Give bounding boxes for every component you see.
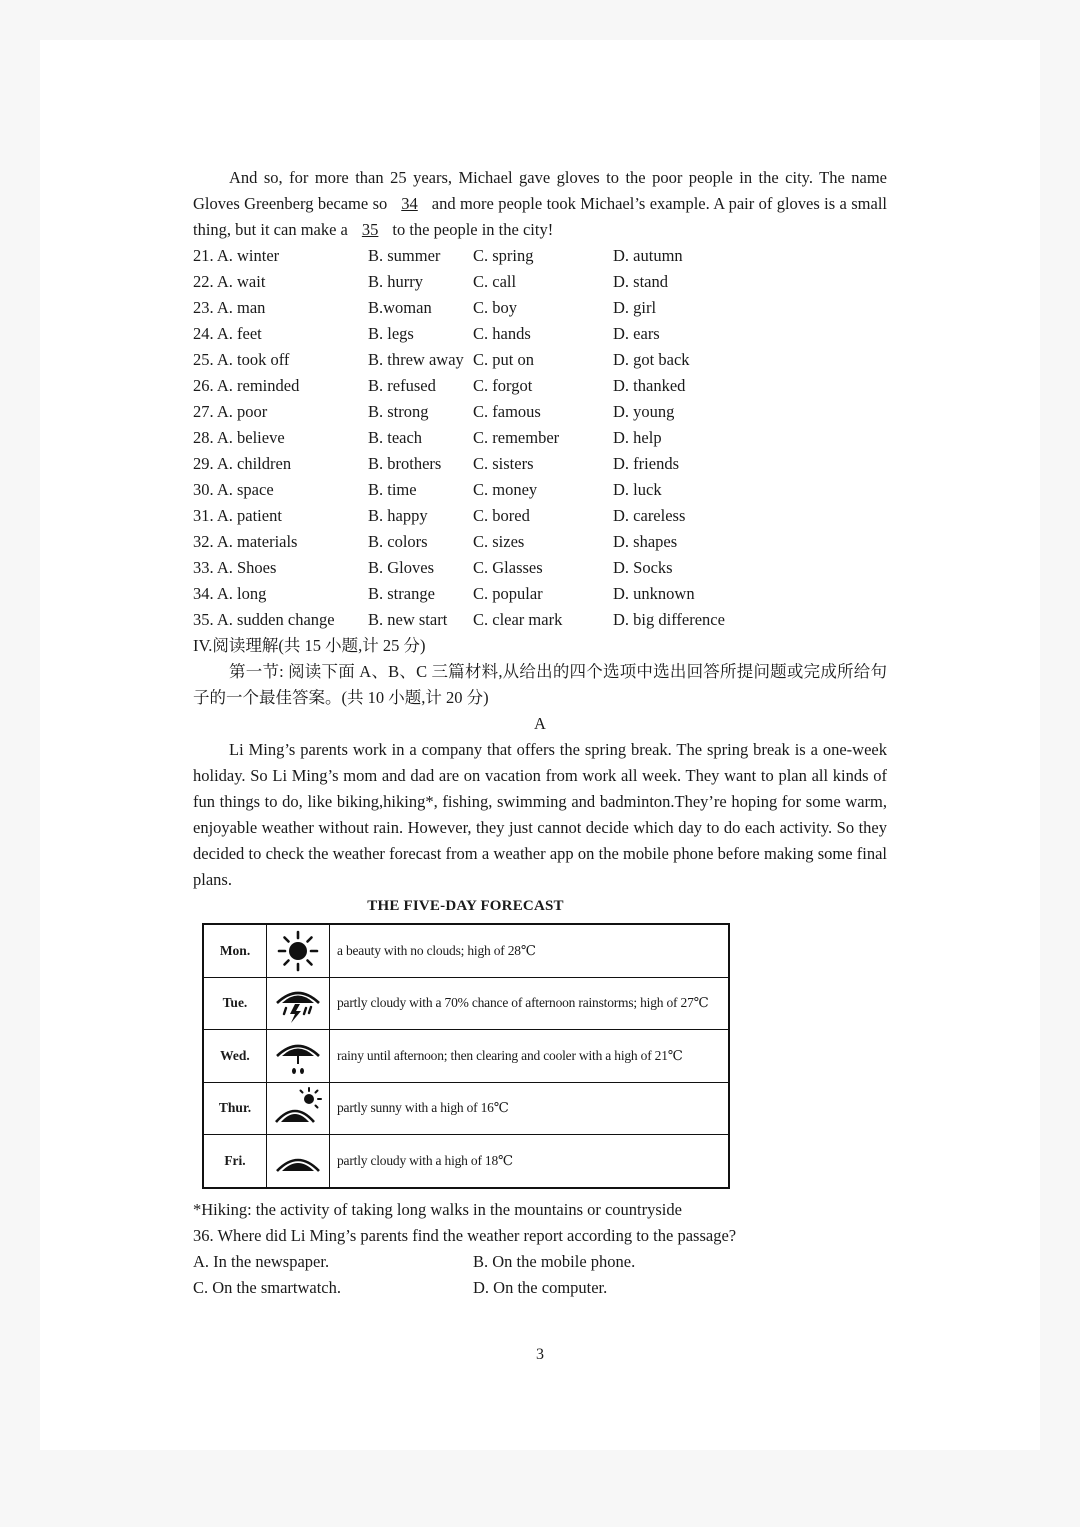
option-b: B. teach [368, 428, 423, 447]
option-a: 26. A. reminded [193, 376, 300, 395]
option-c: C. money [473, 480, 538, 499]
page-number: 3 [536, 1346, 544, 1363]
passage-text: and more people took Michael’s example. A pair of gloves is a small thing, but it can make a [193, 194, 887, 239]
question-row [193, 295, 887, 321]
option-c: C. boy [473, 298, 518, 317]
option-c: C. hands [473, 324, 531, 343]
option-d: D. shapes [613, 532, 678, 551]
question-row [193, 347, 887, 373]
option-a: 31. A. patient [193, 506, 282, 525]
forecast-description: partly cloudy with a 70% chance of afternoon rainstorms; high of 27℃ [330, 977, 730, 1030]
forecast-row [203, 977, 729, 1030]
option-c: C. famous [473, 402, 541, 421]
question-36-options-row [193, 1275, 887, 1301]
question-row [193, 555, 887, 581]
question-row [193, 451, 887, 477]
blank-34: 34 [401, 194, 418, 213]
option-d: D. big difference [613, 610, 725, 629]
passage-text: And so, for more than 25 years, Michael gave gloves to the poor people in the city. The name Gloves Greenberg became so [193, 168, 887, 213]
option-c: C. spring [473, 246, 534, 265]
option-c: C. remember [473, 428, 560, 447]
cloze-question-list [193, 243, 887, 633]
rain-icon [267, 1030, 330, 1083]
question-row [193, 269, 887, 295]
option-c: C. forgot [473, 376, 533, 395]
option-d: D. got back [613, 350, 690, 369]
forecast-title: THE FIVE-DAY FORECAST [367, 898, 564, 914]
cloudy-icon [267, 1135, 330, 1188]
option-a: 24. A. feet [193, 324, 262, 343]
option-d: D. friends [613, 454, 679, 473]
option-a: 35. A. sudden change [193, 610, 335, 629]
forecast-row [203, 1135, 729, 1188]
option-b: B. threw away [368, 350, 464, 369]
forecast-table [202, 923, 730, 1189]
passage-ending [193, 165, 887, 243]
option-b: B. colors [368, 532, 428, 551]
question-row [193, 581, 887, 607]
forecast-description: partly cloudy with a high of 18℃ [330, 1135, 730, 1188]
option-a: 21. A. winter [193, 246, 280, 265]
option-b: B. strong [368, 402, 429, 421]
option-c: C. sisters [473, 454, 534, 473]
partly-sunny-icon [267, 1082, 330, 1135]
option-b: B. Gloves [368, 558, 434, 577]
question-row [193, 425, 887, 451]
question-row [193, 321, 887, 347]
option-c: C. sizes [473, 532, 525, 551]
forecast-day: Tue. [203, 977, 267, 1030]
option-c: C. On the smartwatch. [193, 1277, 342, 1297]
option-d: D. careless [613, 506, 686, 525]
forecast-description: rainy until afternoon; then clearing and cooler with a high of 21℃ [330, 1030, 730, 1083]
forecast-description: partly sunny with a high of 16℃ [330, 1082, 730, 1135]
question-row [193, 399, 887, 425]
part-label: A [534, 714, 546, 733]
option-d: D. young [613, 402, 675, 421]
question-row [193, 503, 887, 529]
question-row [193, 373, 887, 399]
forecast-day: Wed. [203, 1030, 267, 1083]
reading-passage: Li Ming’s parents work in a company that offers the spring break. The spring break is a one-week holiday. So Li Ming’s mom and dad are on vacation from work all week. They want to plan all kinds of fun things to do, like biking,hiking*, fishing, swimming and badminton.They’re hoping for some warm, enjoyable weather without rain. However, they just cannot decide which day to do each activity. So they decided to check the weather forecast from a weather app on the mobile phone before making some final plans. [193, 740, 887, 889]
option-c: C. call [473, 272, 517, 291]
option-c: C. bored [473, 506, 530, 525]
option-a: 22. A. wait [193, 272, 266, 291]
option-b: B. new start [368, 610, 448, 629]
thunderstorm-icon [267, 977, 330, 1030]
option-d: D. stand [613, 272, 668, 291]
option-a: 29. A. children [193, 454, 292, 473]
forecast-description: a beauty with no clouds; high of 28℃ [330, 924, 730, 977]
option-d: D. ears [613, 324, 660, 343]
option-b: B. time [368, 480, 417, 499]
question-row [193, 529, 887, 555]
forecast-day: Mon. [203, 924, 267, 977]
option-d: D. Socks [613, 558, 673, 577]
option-b: B. hurry [368, 272, 423, 291]
sun-icon [267, 924, 330, 977]
option-a: 28. A. believe [193, 428, 285, 447]
option-b: B. brothers [368, 454, 442, 473]
option-b: B. On the mobile phone. [473, 1251, 636, 1271]
option-b: B. legs [368, 324, 414, 343]
blank-35: 35 [361, 220, 379, 239]
footnote: *Hiking: the activity of taking long walks in the mountains or countryside [193, 1199, 682, 1219]
option-a: 34. A. long [193, 584, 267, 603]
option-a: A. In the newspaper. [193, 1251, 330, 1271]
option-b: B. strange [368, 584, 435, 603]
option-d: D. luck [613, 480, 662, 499]
question-36-stem: 36. Where did Li Ming’s parents find the weather report according to the passage? [193, 1225, 737, 1245]
option-b: B. happy [368, 506, 428, 525]
option-d: D. help [613, 428, 662, 447]
option-d: D. girl [613, 298, 657, 317]
option-c: C. clear mark [473, 610, 563, 629]
question-row [193, 243, 887, 269]
option-b: B. summer [368, 246, 441, 265]
option-d: D. thanked [613, 376, 686, 395]
option-d: D. autumn [613, 246, 683, 265]
forecast-day: Fri. [203, 1135, 267, 1188]
option-c: C. put on [473, 350, 534, 369]
forecast-row [203, 1082, 729, 1135]
option-c: C. Glasses [473, 558, 543, 577]
option-d: D. On the computer. [473, 1277, 608, 1297]
forecast-row [203, 1030, 729, 1083]
section-title: IV.阅读理解(共 15 小题,计 25 分) [193, 636, 426, 655]
option-d: D. unknown [613, 584, 695, 603]
option-a: 32. A. materials [193, 532, 298, 551]
option-a: 30. A. space [193, 480, 274, 499]
forecast-row [203, 924, 729, 977]
option-b: B. refused [368, 376, 436, 395]
forecast-day: Thur. [203, 1082, 267, 1135]
question-row [193, 477, 887, 503]
passage-text: to the people in the city! [392, 220, 554, 239]
option-a: 27. A. poor [193, 402, 268, 421]
option-c: C. popular [473, 584, 543, 603]
option-b: B.woman [368, 298, 432, 317]
question-36-options-row [193, 1249, 887, 1275]
option-a: 33. A. Shoes [193, 558, 277, 577]
option-a: 23. A. man [193, 298, 266, 317]
option-a: 25. A. took off [193, 350, 290, 369]
section-instruction: 第一节: 阅读下面 A、B、C 三篇材料,从给出的四个选项中选出回答所提问题或完成所给句子的一个最佳答案。(共 10 小题,计 20 分) [193, 662, 887, 707]
question-row [193, 607, 887, 633]
page-content [193, 165, 887, 1301]
